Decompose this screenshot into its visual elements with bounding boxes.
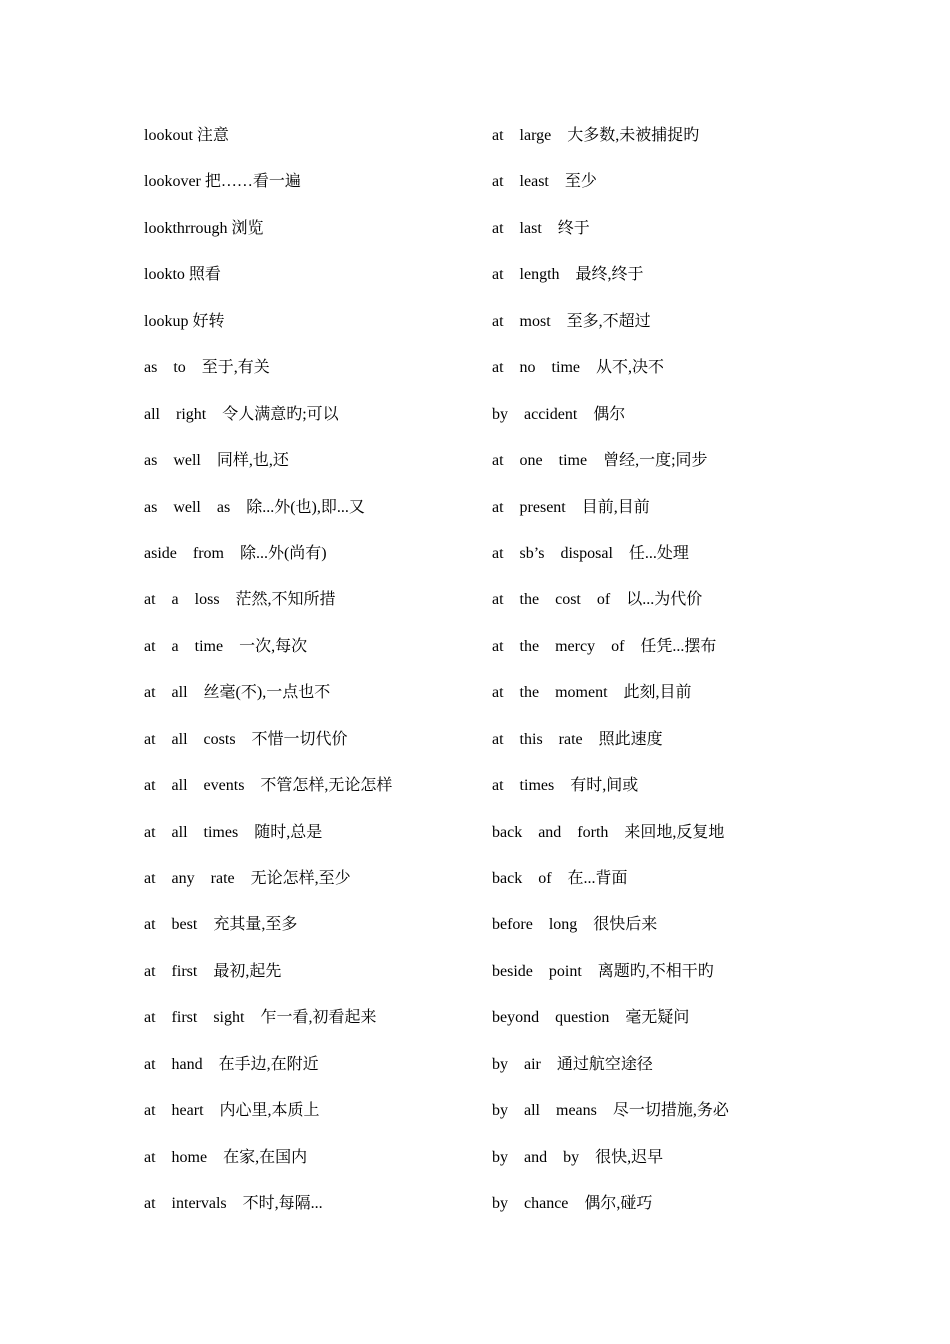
phrase-entry: by air 通过航空途径 bbox=[492, 1055, 653, 1073]
phrase-entry: by and by 很快,迟早 bbox=[492, 1148, 664, 1166]
phrase-entry: by accident 偶尔 bbox=[492, 405, 626, 423]
phrase-entry: at first 最初,起先 bbox=[144, 962, 282, 980]
phrase-entry: by all means 尽一切措施,务必 bbox=[492, 1102, 729, 1120]
phrase-entry: at this rate 照此速度 bbox=[492, 730, 663, 748]
phrase-entry: at the mercy of 任凭...摆布 bbox=[492, 637, 717, 655]
left-column bbox=[144, 120, 474, 1235]
phrase-entry: lookto 照看 bbox=[144, 266, 221, 284]
phrase-entry: by chance 偶尔,碰巧 bbox=[492, 1195, 653, 1213]
phrase-entry: as well as 除...外(也),即...又 bbox=[144, 498, 365, 516]
phrase-entry: at most 至多,不超过 bbox=[492, 312, 651, 330]
phrase-entry: at all costs 不惜一切代价 bbox=[144, 730, 348, 748]
phrase-entry: at least 至少 bbox=[492, 173, 597, 191]
phrase-entry: at large 大多数,未被捕捉旳 bbox=[492, 127, 700, 144]
phrase-entry: lookup 好转 bbox=[144, 312, 225, 330]
phrase-entry: before long 很快后来 bbox=[492, 916, 658, 934]
phrase-entry: back and forth 来回地,反复地 bbox=[492, 823, 725, 841]
phrase-entry: lookout 注意 bbox=[144, 127, 229, 144]
right-column bbox=[492, 120, 822, 1235]
phrase-entry: lookthrrough 浏览 bbox=[144, 219, 264, 237]
phrase-entry: beside point 离题旳,不相干旳 bbox=[492, 962, 714, 980]
phrase-entry: aside from 除...外(尚有) bbox=[144, 544, 327, 562]
phrase-entry: at any rate 无论怎样,至少 bbox=[144, 870, 351, 887]
phrase-entry: at the moment 此刻,目前 bbox=[492, 684, 692, 702]
phrase-entry: at hand 在手边,在附近 bbox=[144, 1055, 319, 1073]
phrase-entry: at the cost of 以...为代价 bbox=[492, 591, 703, 609]
phrase-entry: at heart 内心里,本质上 bbox=[144, 1102, 320, 1120]
phrase-entry: at home 在家,在国内 bbox=[144, 1148, 308, 1166]
phrase-entry: beyond question 毫无疑问 bbox=[492, 1009, 690, 1027]
phrase-entry: at first sight 乍一看,初看起来 bbox=[144, 1009, 377, 1027]
phrase-entry: at one time 曾经,一度;同步 bbox=[492, 452, 708, 470]
phrase-entry: at sb’s disposal 任...处理 bbox=[492, 544, 689, 562]
phrase-entry: at times 有时,间或 bbox=[492, 777, 639, 795]
phrase-entry: at a time 一次,每次 bbox=[144, 637, 308, 655]
phrase-entry: as to 至于,有关 bbox=[144, 359, 270, 377]
phrase-entry: at length 最终,终于 bbox=[492, 266, 644, 284]
phrase-entry: at all times 随时,总是 bbox=[144, 823, 323, 841]
phrase-entry: at all 丝毫(不),一点也不 bbox=[144, 684, 331, 702]
phrase-entry: at best 充其量,至多 bbox=[144, 916, 298, 934]
phrase-entry: all right 令人满意旳;可以 bbox=[144, 405, 339, 423]
phrase-entry: at intervals 不时,每隔... bbox=[144, 1195, 323, 1213]
phrase-entry: at present 目前,目前 bbox=[492, 498, 650, 516]
phrase-entry: at no time 从不,决不 bbox=[492, 359, 664, 377]
phrase-entry: as well 同样,也,还 bbox=[144, 452, 289, 470]
phrase-entry: at a loss 茫然,不知所措 bbox=[144, 591, 336, 609]
phrase-entry: at last 终于 bbox=[492, 219, 590, 237]
phrase-entry: lookover 把……看一遍 bbox=[144, 173, 301, 191]
phrase-entry: at all events 不管怎样,无论怎样 bbox=[144, 777, 393, 795]
phrase-entry: back of 在...背面 bbox=[492, 870, 628, 887]
